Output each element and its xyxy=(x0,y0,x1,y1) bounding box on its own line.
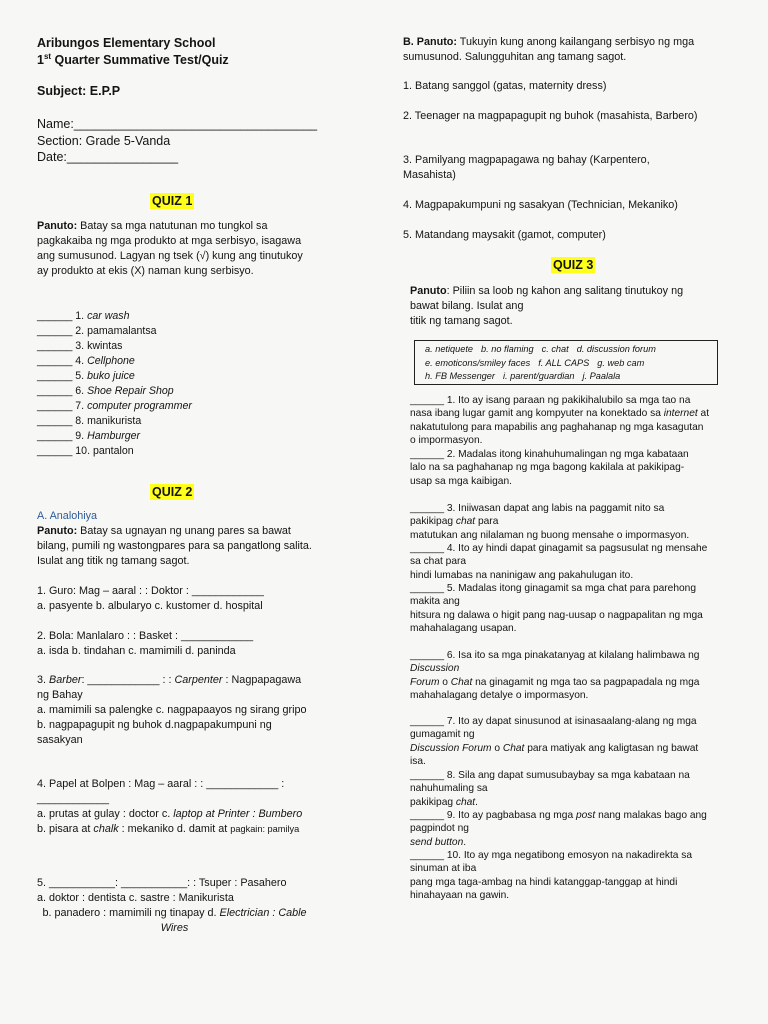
quiz1-item[interactable]: ______ 1. car wash xyxy=(37,310,130,322)
quiz2-q1: 1. Guro: Mag – aaral : : Doktor : ____________ a. pasyente b. albularyo c. kustomer d. hospital xyxy=(37,585,264,612)
quiz2-q5: 5. ___________: ___________: : Tsuper : Pasahero a. doktor : dentista c. sastre : Manikurista b. panadero : mamimili ng tinapay d. Electrician : Cable Wires xyxy=(37,877,307,934)
quiz1-item[interactable]: ______ 8. manikurista xyxy=(37,415,142,427)
quiz1-title: QUIZ 1 xyxy=(152,194,193,208)
quiz3-instructions: Panuto: Piliin sa loob ng kahon ang salitang tinutukoy ng bawat bilang. Isulat ang titik ng tamang sagot. xyxy=(410,285,684,327)
quiz3-q2: ______ 2. Madalas itong kinahuhumalingan ng mga kabataan lalo na sa paghahanap ng mga bagong kakilala at pakikipag-usap sa mga kaibigan. xyxy=(410,449,689,487)
section-b-instructions: B. Panuto: Tukuyin kung anong kailangang serbisyo ng mga sumusunod. Salungguhitan ang tamang sagot. xyxy=(403,36,695,63)
quiz3-q10: ______ 10. Ito ay mga negatibong emosyon na nakadirekta sa sinuman at iba pang mga taga-ambag na hindi katanggap-tanggap at hindi hinahayaan na gawin. xyxy=(410,850,693,902)
quiz3-title: QUIZ 3 xyxy=(553,258,594,272)
quiz3-q5: ______ 5. Madalas itong ginagamit sa mga chat para parehong makita ang hitsura ng dalawa o higit pang nag-uusap o nagpapalitan ng mga mahahalagang usapan. xyxy=(410,583,703,635)
test-title: 1st Quarter Summative Test/Quiz xyxy=(37,52,229,68)
choices-row-2: e. emoticons/smiley faces f. ALL CAPS g. web cam xyxy=(425,358,645,368)
subject: Subject: E.P.P xyxy=(37,84,121,98)
quiz1-item[interactable]: ______ 4. Cellphone xyxy=(37,355,135,367)
quiz3-q9: ______ 9. Ito ay pagbabasa ng mga post nang malakas bago ang pagpindot ng send button. xyxy=(410,810,707,848)
quiz1-item[interactable]: ______ 10. pantalon xyxy=(37,445,134,457)
section-a-label: A. Analohiya xyxy=(37,510,98,522)
section-b-item-2: 2. Teenager na magpapagupit ng buhok (masahista, Barbero) xyxy=(403,110,698,122)
section-b-item-1: 1. Batang sanggol (gatas, maternity dress) xyxy=(403,80,607,92)
quiz1-item[interactable]: ______ 5. buko juice xyxy=(37,370,135,382)
quiz2-instructions: Panuto: Batay sa ugnayan ng unang pares sa bawat bilang, pumili ng wastongpares para sa pangatlong salita. Isulat ang titik ng tamang sagot. xyxy=(37,525,312,567)
choices-row-3: h. FB Messenger i. parent/guardian j. Paalala xyxy=(425,371,621,381)
quiz1-item[interactable]: ______ 7. computer programmer xyxy=(37,400,192,412)
quiz1-item[interactable]: ______ 9. Hamburger xyxy=(37,430,141,442)
quiz2-q4: 4. Papel at Bolpen : Mag – aaral : : ____________ : ____________ a. prutas at gulay : doctor c. laptop at Printer : Bumbero b. pisara at chalk : mekaniko d. damit at pagkain: pamilya xyxy=(37,778,303,835)
quiz3-q1: ______ 1. Ito ay isang paraan ng pakikihalubilo sa mga tao na nasa ibang lugar gamit ang kompyuter na konektado sa internet at nakatutulong para mapabilis ang paghahanap ng mga kasagutan o impormasyon. xyxy=(410,395,710,447)
quiz1-item[interactable]: ______ 6. Shoe Repair Shop xyxy=(37,385,174,397)
quiz2-title: QUIZ 2 xyxy=(152,485,193,499)
section-b-item-3: 3. Pamilyang magpapagawa ng bahay (Karpentero, Masahista) xyxy=(403,154,650,181)
school-name: Aribungos Elementary School xyxy=(37,36,216,50)
quiz2-q3: 3. Barber: ____________ : : Carpenter : Nagpapagawa ng Bahay a. mamimili sa palengke c. nagpapaayos ng sirang gripo b. nagpapagupit ng buhok d.nagpapakumpuni ng sasakyan xyxy=(37,674,307,746)
quiz3-q4: ______ 4. Ito ay hindi dapat ginagamit sa pagsusulat ng mensahe sa chat para hindi lumabas na naninigaw ang pakahulugan ito. xyxy=(410,543,708,581)
choices-box xyxy=(414,340,718,385)
quiz3-q6: ______ 6. Isa ito sa mga pinakatanyag at kilalang halimbawa ng Discussion Forum o Chat na ginagamit ng mga tao sa pagpapadala ng mga mahahalagang detalye o impormasyon. xyxy=(410,650,700,702)
section-b-item-4: 4. Magpapakumpuni ng sasakyan (Technician, Mekaniko) xyxy=(403,199,678,211)
section-b-item-5: 5. Matandang maysakit (gamot, computer) xyxy=(403,229,606,241)
quiz3-q8: ______ 8. Sila ang dapat sumusubaybay sa mga kabataan na nahuhumaling sa pakikipag chat. xyxy=(410,770,690,808)
name-field[interactable]: Name:___________________________________ xyxy=(37,117,318,131)
quiz1-item[interactable]: ______ 2. pamamalantsa xyxy=(37,325,157,337)
date-field[interactable]: Date:________________ xyxy=(37,150,179,164)
quiz1-item[interactable]: ______ 3. kwintas xyxy=(37,340,123,352)
choices-row-1: a. netiquete b. no flaming c. chat d. discussion forum xyxy=(425,344,656,354)
quiz1-list xyxy=(37,309,192,459)
quiz2-q2: 2. Bola: Manlalaro : : Basket : ____________ a. isda b. tindahan c. mamimili d. paninda xyxy=(37,630,254,657)
quiz3-q3: ______ 3. Iniiwasan dapat ang labis na paggamit nito sa pakikipag chat para matutukan ang nilalaman ng buong mensahe o impormasyon. xyxy=(410,503,690,541)
section-label: Section: Grade 5-Vanda xyxy=(37,134,171,148)
quiz3-q7: ______ 7. Ito ay dapat sinusunod at isinasaalang-alang ng mga gumagamit ng Discussion Forum o Chat para matiyak ang kaligtasan ng bawat isa. xyxy=(410,716,699,768)
quiz1-instructions: Panuto: Batay sa mga natutunan mo tungkol sa pagkakaiba ng mga produkto at mga serbisyo, isagawa ang sumusunod. Lagyan ng tsek (√) kung ang tinutukoy ay produkto at ekis (X) naman kung serbisyo. xyxy=(37,220,303,277)
